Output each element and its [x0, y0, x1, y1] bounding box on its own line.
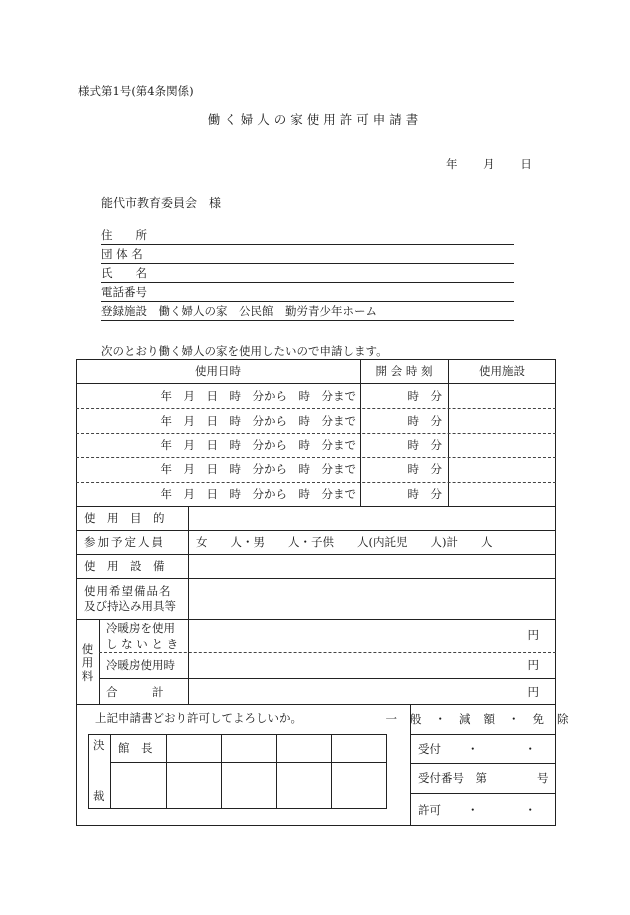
receipt-number-suffix: 号 — [537, 771, 549, 785]
permit-label: 許可 — [418, 802, 441, 817]
field-label: 団 体 名 — [101, 247, 143, 261]
field-label: 住 所 — [101, 228, 147, 242]
category-options[interactable]: 一般・減額・免除 — [385, 712, 582, 726]
facility-cell[interactable] — [449, 457, 555, 481]
header-facility: 使用施設 — [479, 364, 525, 378]
datetime-row[interactable]: 年 月 日 時 分から 時 分まで — [160, 462, 356, 477]
date-line — [446, 156, 532, 172]
start-time-row[interactable]: 時 分 — [407, 413, 442, 428]
fee-label: 使用料 — [80, 642, 95, 684]
document-title: 働く婦人の家使用許可申請書 — [207, 112, 423, 127]
decision-char-2: 裁 — [93, 789, 105, 803]
director-label: 館 長 — [118, 741, 153, 755]
fee-with-ac-yen: 円 — [527, 658, 539, 672]
addressee: 能代市教育委員会 様 — [101, 196, 222, 210]
header-datetime: 使用日時 — [195, 364, 241, 378]
purpose-input[interactable] — [189, 507, 555, 529]
field-phone[interactable] — [101, 283, 514, 302]
fee-total-label: 合 計 — [106, 684, 164, 699]
participants-value[interactable]: 女 人・男 人・子供 人(内託児 人)計 人 — [196, 535, 493, 549]
field-name[interactable] — [101, 264, 514, 283]
participants-label: 参加予定人員 — [84, 535, 165, 549]
received-label: 受付 — [418, 742, 441, 756]
permit-date[interactable]: ・ ・ — [467, 802, 536, 817]
field-address[interactable] — [101, 226, 514, 245]
date-month: 月 — [483, 157, 495, 171]
col-divider — [99, 619, 100, 705]
seal-box[interactable] — [277, 763, 330, 808]
fee-no-ac-label-1: 冷暖房を使用 — [106, 621, 175, 635]
facility-cell[interactable] — [449, 482, 555, 506]
facility-cell[interactable] — [449, 384, 555, 408]
desired-items-label-1: 使用希望備品名 — [84, 584, 172, 598]
purpose-label: 使 用 目 的 — [84, 511, 165, 525]
header-start-time: 開 会 時 刻 — [375, 364, 433, 378]
start-time-row[interactable]: 時 分 — [407, 389, 442, 404]
fee-with-ac-label: 冷暖房使用時 — [106, 658, 175, 672]
field-label: 氏 名 — [101, 266, 147, 280]
datetime-row[interactable]: 年 月 日 時 分から 時 分まで — [160, 413, 356, 428]
fee-no-ac-label-2: し な い と き — [106, 637, 179, 651]
field-group-name[interactable] — [101, 245, 514, 264]
col-divider — [110, 734, 111, 809]
desired-items-label-2: 及び持込み用具等 — [84, 599, 176, 613]
lead-text: 次のとおり働く婦人の家を使用したいので申請します。 — [101, 344, 388, 358]
start-time-row[interactable]: 時 分 — [407, 486, 442, 501]
fee-no-ac-yen: 円 — [527, 628, 539, 642]
date-day: 日 — [520, 157, 532, 171]
start-time-row[interactable]: 時 分 — [407, 462, 442, 477]
seal-box[interactable] — [332, 763, 386, 808]
equipment-input[interactable] — [189, 555, 555, 577]
receipt-number-label: 受付番号 第 — [418, 771, 487, 785]
facility-cell[interactable] — [449, 433, 555, 457]
fee-total-yen: 円 — [527, 684, 539, 699]
form-number: 様式第1号(第4条関係) — [78, 84, 194, 98]
approval-text: 上記申請書どおり許可してよろしいか。 — [95, 711, 302, 725]
seal-box[interactable] — [167, 763, 220, 808]
field-registered-facility[interactable] — [101, 302, 514, 321]
facility-cell[interactable] — [449, 408, 555, 432]
seal-box[interactable] — [222, 763, 275, 808]
equipment-label: 使 用 設 備 — [84, 559, 165, 573]
desired-items-input[interactable] — [189, 579, 555, 618]
start-time-row[interactable]: 時 分 — [407, 437, 442, 452]
date-year: 年 — [446, 157, 458, 171]
datetime-row[interactable]: 年 月 日 時 分から 時 分まで — [160, 437, 356, 452]
datetime-row[interactable]: 年 月 日 時 分から 時 分まで — [160, 486, 356, 501]
field-label: 登録施設 働く婦人の家 公民館 勤労青少年ホーム — [101, 304, 377, 318]
field-label: 電話番号 — [101, 285, 147, 299]
datetime-row[interactable]: 年 月 日 時 分から 時 分まで — [160, 389, 356, 404]
received-date[interactable]: ・ ・ — [467, 742, 536, 756]
decision-char-1: 決 — [93, 738, 105, 752]
